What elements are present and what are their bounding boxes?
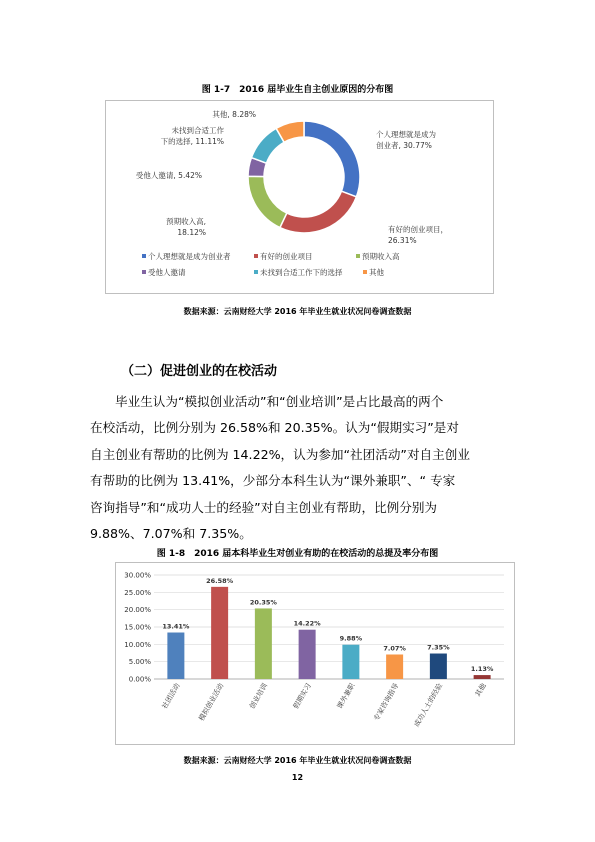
- x-tick-label: 模拟创业活动: [197, 682, 226, 723]
- paragraph-line: 毕业生认为“模拟创业活动”和“创业培训”是占比最高的两个: [115, 394, 444, 409]
- figure2-caption: 图 1-8 2016 届本科毕业生对创业有助的在校活动的总提及率分布图: [156, 549, 439, 559]
- bar-value-label: 7.35%: [427, 643, 450, 652]
- bar-value-label: 20.35%: [249, 598, 277, 607]
- donut-data-label: 个人理想就是成为创业者, 30.77%: [376, 130, 436, 150]
- bar: [167, 633, 184, 679]
- source-note-1: 数据来源：云南财经大学 2016 年毕业生就业状况问卷调查数据: [183, 307, 412, 316]
- paragraph-line: 咨询指导”和“成功人士的经验”对自主创业有帮助，比例分别为: [90, 499, 438, 515]
- bar-value-label: 14.22%: [293, 619, 321, 628]
- figure1-caption: 图 1-7 2016 届毕业生自主创业原因的分布图: [201, 85, 394, 95]
- x-tick-label: 课外兼职: [335, 682, 357, 711]
- bar-value-label: 1.13%: [470, 665, 494, 674]
- donut-slice: [280, 191, 356, 233]
- legend-swatch: [142, 254, 146, 258]
- bar: [430, 654, 447, 679]
- bar: [474, 675, 491, 679]
- legend-label: 其他: [369, 268, 384, 277]
- legend-swatch: [142, 270, 146, 274]
- legend-label: 预期收入高: [362, 252, 400, 261]
- legend-label: 有好的创业项目: [260, 252, 313, 261]
- page-number: 12: [291, 773, 304, 782]
- y-tick-label: 10.00%: [124, 640, 151, 649]
- paragraph: [90, 389, 516, 547]
- legend-label: 受他人邀请: [148, 268, 186, 277]
- bar-value-label: 13.41%: [162, 622, 190, 631]
- bar: [255, 608, 272, 679]
- donut-data-label: 有好的创业项目， 26.31%: [388, 225, 448, 245]
- bar: [342, 645, 359, 679]
- bar: [299, 630, 316, 679]
- donut-slice: [304, 121, 360, 197]
- x-tick-label: 社团活动: [160, 682, 182, 711]
- source-note-2: 数据来源：云南财经大学 2016 年毕业生就业状况问卷调查数据: [183, 756, 412, 765]
- donut-chart-frame: [105, 100, 494, 294]
- donut-data-label: 受他人邀请, 5.42%: [135, 171, 202, 180]
- legend-swatch: [254, 254, 258, 258]
- y-tick-label: 15.00%: [124, 623, 151, 632]
- legend-label: 个人理想就是成为创业者: [148, 252, 231, 261]
- y-tick-label: 0.00%: [128, 675, 151, 684]
- bar-value-label: 9.88%: [339, 634, 363, 643]
- bar: [386, 654, 403, 679]
- bar-value-label: 26.58%: [206, 576, 234, 585]
- donut-slice: [248, 176, 287, 227]
- donut-data-label: 未找到合适工作下的选择, 11.11%: [160, 126, 224, 146]
- legend-label: 未找到合适工作下的选择: [260, 268, 343, 277]
- bar: [211, 587, 228, 679]
- bar-chart-frame: [115, 562, 515, 745]
- x-tick-label: 其他: [473, 682, 488, 699]
- paragraph-line: 自主创业有帮助的比例为 14.22%，认为参加“社团活动”对自主创业: [90, 446, 470, 462]
- donut-chart: [106, 101, 493, 293]
- donut-data-label: 其他, 8.28%: [212, 110, 256, 119]
- section-title: （二）促进创业的在校活动: [121, 364, 278, 379]
- paragraph-line: 9.88%、7.07%和 7.35%。: [90, 526, 252, 542]
- bar-value-label: 7.07%: [383, 644, 406, 653]
- donut-data-label: 预期收入高, 18.12%: [166, 217, 206, 237]
- x-tick-label: 创业培训: [248, 682, 270, 711]
- y-tick-label: 5.00%: [128, 658, 151, 667]
- x-tick-label: 成功人士的经验: [412, 682, 445, 729]
- paragraph-line: 有帮助的比例为 13.41%，少部分本科生认为“课外兼职”、“ 专家: [90, 473, 456, 489]
- y-tick-label: 30.00%: [124, 571, 151, 580]
- legend-swatch: [363, 270, 367, 274]
- y-tick-label: 25.00%: [124, 588, 151, 597]
- bar-chart: [116, 563, 514, 744]
- x-tick-label: 假期实习: [291, 682, 313, 711]
- x-tick-label: 专家咨询指导: [372, 682, 401, 723]
- legend-swatch: [356, 254, 360, 258]
- paragraph-line: 在校活动，比例分别为 26.58%和 20.35%。认为“假期实习”是对: [90, 420, 459, 436]
- legend-swatch: [254, 270, 258, 274]
- y-tick-label: 20.00%: [124, 606, 151, 615]
